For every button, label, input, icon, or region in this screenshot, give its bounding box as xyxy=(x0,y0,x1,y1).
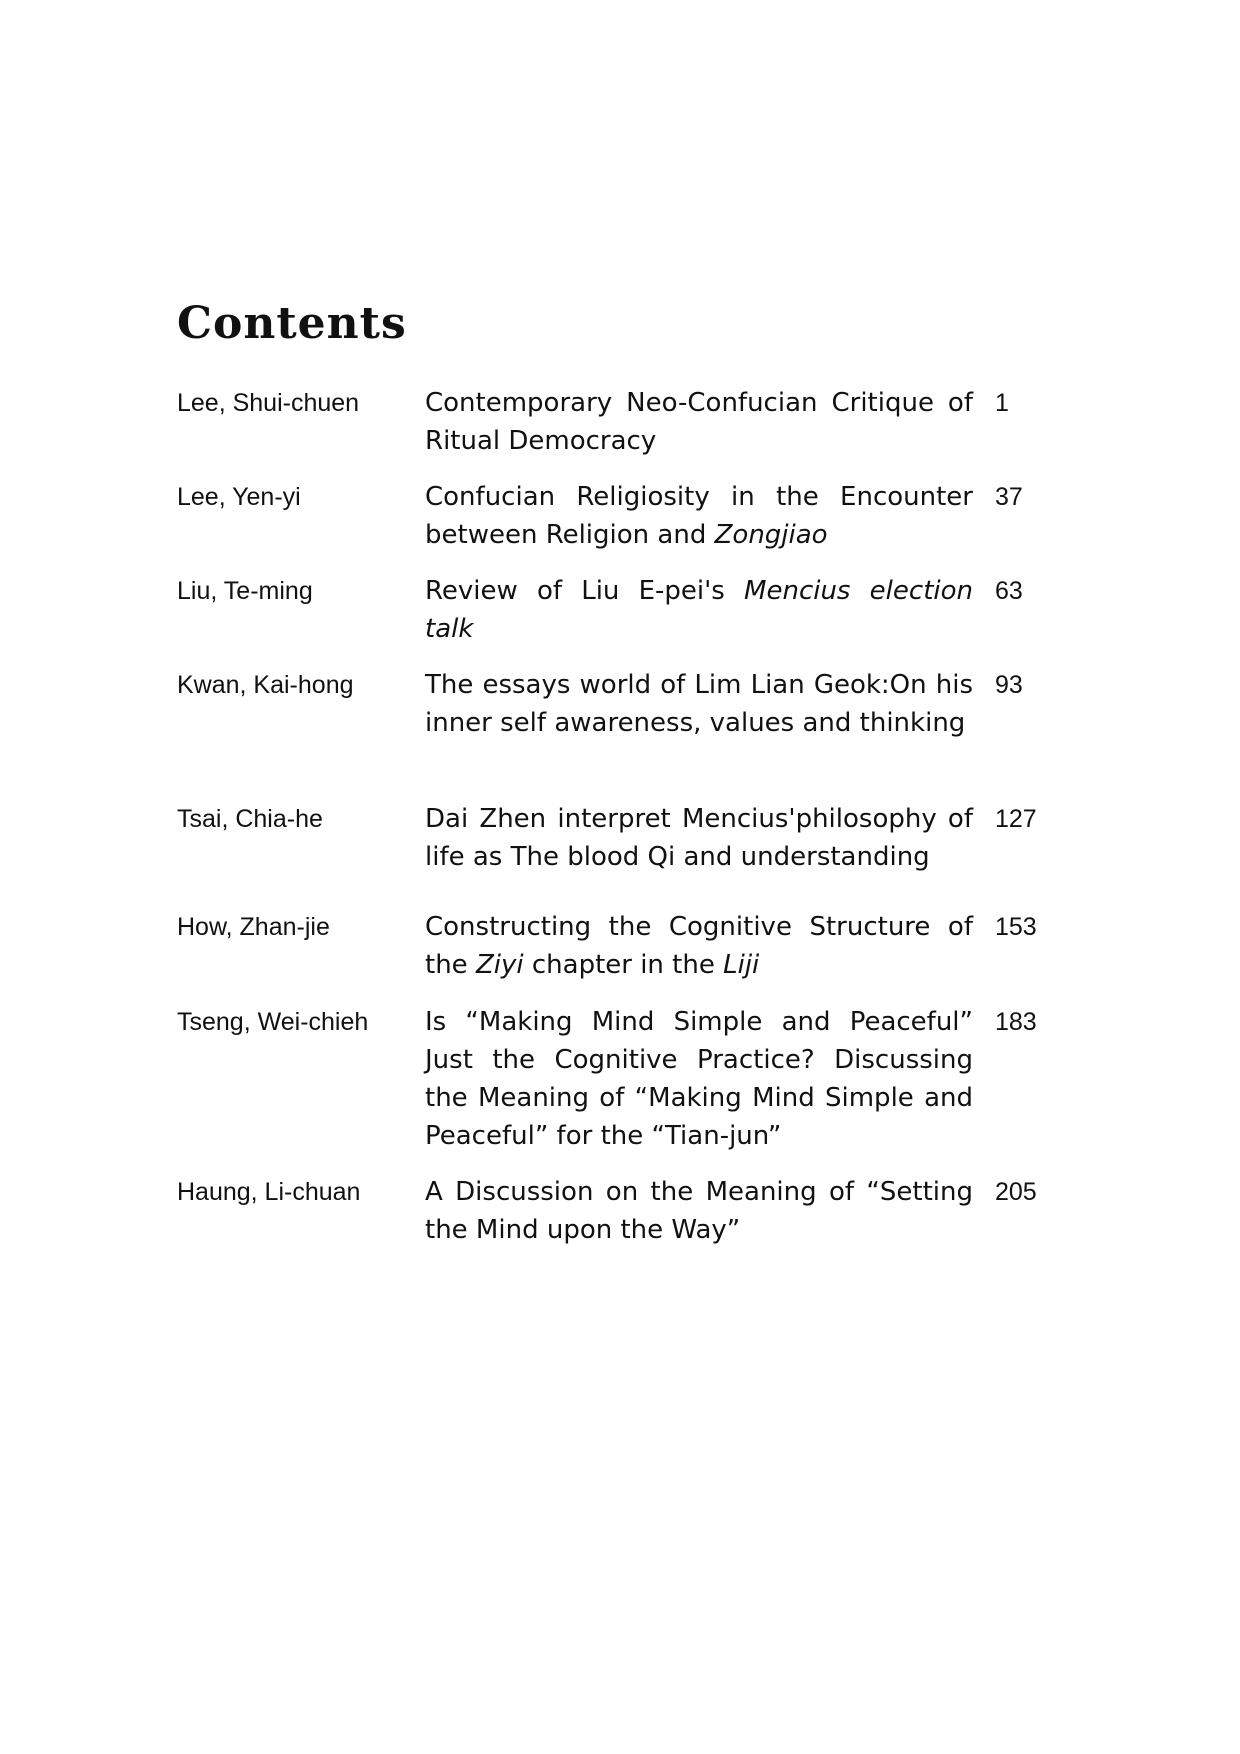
toc-title-italic-segment: Zongjiao xyxy=(714,520,828,550)
toc-title[interactable] xyxy=(425,908,973,984)
toc-title-segment: Dai Zhen interpret Mencius'philosophy of life as The blood Qi and understanding xyxy=(425,804,973,872)
page-title: Contents xyxy=(177,298,407,349)
toc-title-segment: Is “Making Mind Simple and Peaceful” Just the Cognitive Practice? Discussing the Meaning of “Making Mind Simple and Peaceful” for the “Tian-jun” xyxy=(425,1007,973,1151)
toc-title-italic-segment: Ziyi xyxy=(475,950,524,980)
toc-title[interactable] xyxy=(425,384,973,460)
toc-page-number: 205 xyxy=(995,1178,1037,1206)
toc-author: Haung, Li-chuan xyxy=(177,1178,361,1206)
toc-title-segment: The essays world of Lim Lian Geok:On his inner self awareness, values and thinking xyxy=(425,670,973,738)
toc-title-italic-segment: Liji xyxy=(723,950,760,980)
toc-page-number: 153 xyxy=(995,913,1037,941)
toc-author: Liu, Te-ming xyxy=(177,577,313,605)
toc-title-segment: A Discussion on the Meaning of “Setting the Mind upon the Way” xyxy=(425,1177,973,1245)
toc-title-segment: Review of Liu E-pei's xyxy=(425,576,745,606)
toc-author: How, Zhan-jie xyxy=(177,913,330,941)
toc-author: Lee, Shui-chuen xyxy=(177,389,360,417)
toc-page-number: 63 xyxy=(995,577,1023,605)
toc-title-italic-segment: Mencius election talk xyxy=(425,576,973,644)
toc-author: Lee, Yen-yi xyxy=(177,483,301,511)
toc-author: Tsai, Chia-he xyxy=(177,805,323,833)
toc-title-segment: Constructing the Cognitive Structure of the xyxy=(425,912,973,980)
toc-title[interactable] xyxy=(425,1173,973,1249)
toc-title[interactable] xyxy=(425,572,973,648)
toc-author: Tseng, Wei-chieh xyxy=(177,1008,369,1036)
toc-title[interactable] xyxy=(425,1003,973,1155)
toc-page-number: 183 xyxy=(995,1008,1037,1036)
toc-page-number: 1 xyxy=(995,389,1009,417)
toc-title-segment: Confucian Religiosity in the Encounter between Religion and xyxy=(425,482,973,550)
toc-title-segment: Contemporary Neo-Confucian Critique of Ritual Democracy xyxy=(425,388,973,456)
toc-title[interactable] xyxy=(425,478,973,554)
toc-page-number: 93 xyxy=(995,671,1023,699)
toc-title[interactable] xyxy=(425,800,973,876)
toc-author: Kwan, Kai-hong xyxy=(177,671,354,699)
toc-title[interactable] xyxy=(425,666,973,742)
toc-title-segment: chapter in the xyxy=(523,950,724,980)
toc-page-number: 37 xyxy=(995,483,1023,511)
toc-page-number: 127 xyxy=(995,805,1037,833)
